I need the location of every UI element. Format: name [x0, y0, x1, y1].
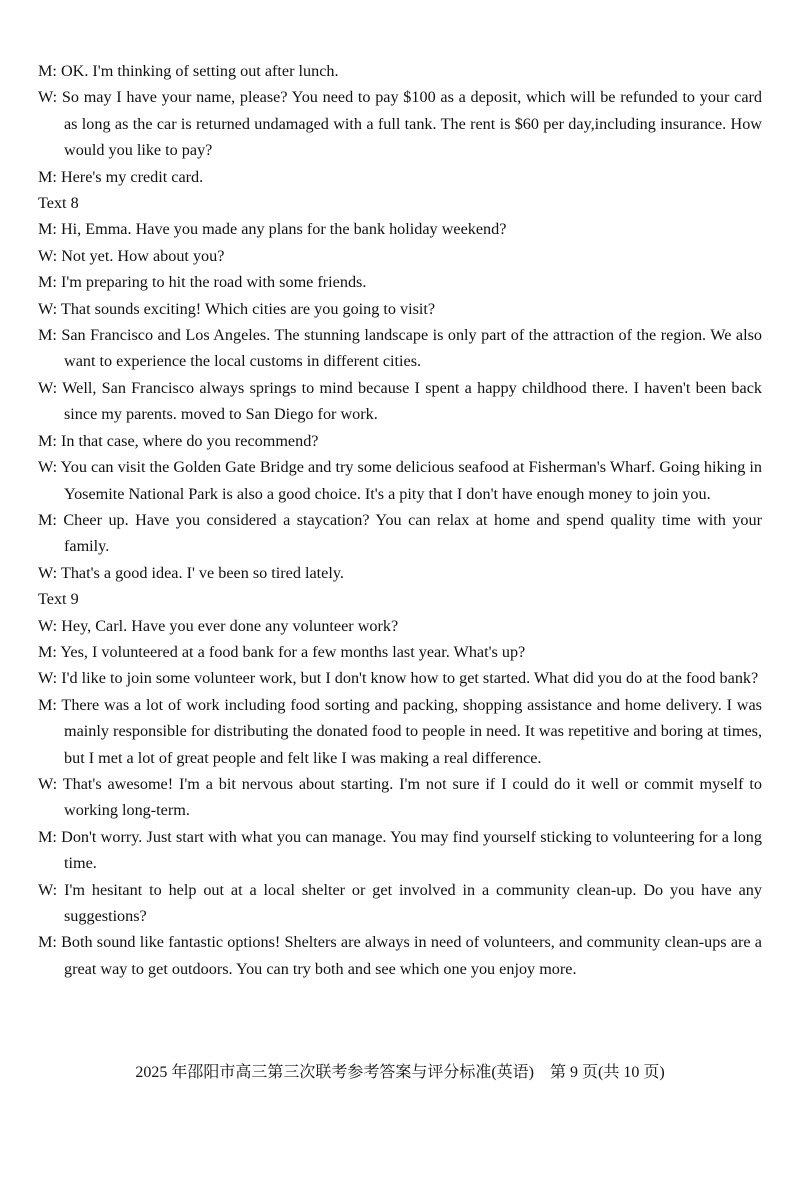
- dialogue-line: M: Here's my credit card.: [38, 167, 204, 186]
- dialogue-line: W: Well, San Francisco always springs to mind because I spent a happy childhood there. I haven't been back since my parents. moved to San Diego for work.: [38, 378, 762, 424]
- page-footer: 2025 年邵阳市高三第三次联考参考答案与评分标准(英语) 第 9 页(共 10 页): [135, 1064, 665, 1081]
- section-heading: Text 8: [38, 194, 79, 213]
- dialogue-line: M: There was a lot of work including food sorting and packing, shopping assistance and home delivery. I was mainly responsible for distributing the donated food to people in need. It was repetitive and boring at times, but I met a lot of great people and felt like I was making a real difference.: [38, 695, 762, 767]
- dialogue-line: M: Cheer up. Have you considered a staycation? You can relax at home and spend quality time with your family.: [38, 510, 762, 556]
- dialogue-line: M: I'm preparing to hit the road with some friends.: [38, 273, 367, 292]
- transcript-body: [38, 58, 762, 982]
- dialogue-line: W: Hey, Carl. Have you ever done any volunteer work?: [38, 616, 399, 635]
- dialogue-line: W: That's awesome! I'm a bit nervous about starting. I'm not sure if I could do it well or commit myself to working long-term.: [38, 774, 762, 820]
- section-heading: Text 9: [38, 590, 79, 609]
- dialogue-line: W: You can visit the Golden Gate Bridge and try some delicious seafood at Fisherman's Wharf. Going hiking in Yosemite National Park is also a good choice. It's a pity that I don't have enough money to join you.: [38, 458, 762, 503]
- dialogue-line: M: In that case, where do you recommend?: [38, 431, 319, 450]
- dialogue-line: W: I'm hesitant to help out at a local shelter or get involved in a community clean-up. Do you have any suggestions?: [38, 880, 762, 925]
- dialogue-line: W: Not yet. How about you?: [38, 246, 225, 265]
- dialogue-line: M: OK. I'm thinking of setting out after lunch.: [38, 62, 339, 80]
- dialogue-line: M: San Francisco and Los Angeles. The stunning landscape is only part of the attraction of the region. We also want to experience the local customs in different cities.: [38, 326, 762, 371]
- dialogue-line: M: Don't worry. Just start with what you can manage. You may find yourself sticking to volunteering for a long time.: [38, 827, 762, 873]
- dialogue-line: M: Yes, I volunteered at a food bank for a few months last year. What's up?: [38, 642, 526, 661]
- dialogue-line: M: Both sound like fantastic options! Shelters are always in need of volunteers, and community clean-ups are a great way to get outdoors. You can try both and see which one you enjoy more.: [38, 933, 762, 978]
- dialogue-line: W: That sounds exciting! Which cities are you going to visit?: [38, 299, 436, 318]
- dialogue-line: M: Hi, Emma. Have you made any plans for the bank holiday weekend?: [38, 220, 507, 239]
- dialogue-line: W: That's a good idea. I' ve been so tired lately.: [38, 563, 344, 582]
- dialogue-line: W: So may I have your name, please? You need to pay $100 as a deposit, which will be refunded to your card as long as the car is returned undamaged with a full tank. The rent is $60 per day,including insurance. How would you like to pay?: [38, 88, 762, 160]
- dialogue-line: W: I'd like to join some volunteer work, but I don't know how to get started. What did you do at the food bank?: [38, 669, 759, 688]
